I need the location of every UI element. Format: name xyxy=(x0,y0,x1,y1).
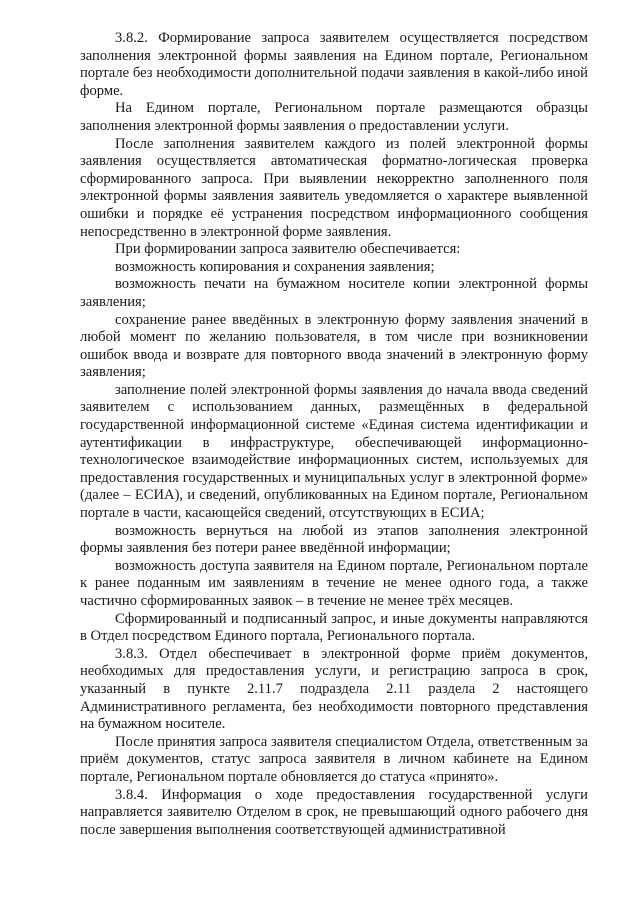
paragraph-provided-intro: При формировании запроса заявителю обеспечивается: xyxy=(115,241,461,258)
list-item-copy-save: возможность копирования и сохранения заявления; xyxy=(115,258,435,275)
document-body xyxy=(80,30,588,839)
paragraph-3-8-3: 3.8.3. Отдел обеспечивает в электронной форме приём документов, необходимых для предоставления услуги, и регистрацию запроса в срок, указанный в пункте 2.11.7 подраздела 2.11 раздела 2 настоящего Административного регламента, без необходимости повторного представления на бумажном носителе. xyxy=(80,645,588,733)
list-item-access-history: возможность доступа заявителя на Едином портале, Региональном портале к ранее поданным им заявлениям в течение не менее одного года, а также частично сформированных заявок – в течение не менее трёх месяцев. xyxy=(80,557,588,609)
paragraph-status-accepted: После принятия запроса заявителя специалистом Отдела, ответственным за приём документов, статус запроса заявителя в личном кабинете на Едином портале, Региональном портале обновляется до статуса «принято». xyxy=(80,733,588,785)
list-item-print: возможность печати на бумажном носителе копии электронной формы заявления; xyxy=(80,276,588,310)
paragraph-signed-request: Сформированный и подписанный запрос, и иные документы направляются в Отдел посредством Единого портала, Регионального портала. xyxy=(80,610,588,645)
paragraph-3-8-4: 3.8.4. Информация о ходе предоставления государственной услуги направляется заявителю Отделом в срок, не превышающий одного рабочего дня после завершения выполнения соответствующей административной xyxy=(80,786,588,838)
list-item-prefill-esia: заполнение полей электронной формы заявления до начала ввода сведений заявителем с использованием данных, размещённых в федеральной государственной информационной системе «Единая система идентификации и аутентификации в инфраструктуре, обеспечивающей информационно-технологическое взаимодействие информационных систем, используемых для предоставления государственных и муниципальных услуг в электронной форме» (далее – ЕСИА), и сведений, опубликованных на Едином портале, Региональном портале в части, касающейся сведений, отсутствующих в ЕСИА; xyxy=(80,381,588,522)
list-item-return-steps: возможность вернуться на любой из этапов заполнения электронной формы заявления без потери ранее введённой информации; xyxy=(80,522,588,557)
paragraph-format-check: После заполнения заявителем каждого из полей электронной формы заявления осуществляется автоматическая форматно-логическая проверка сформированного запроса. При выявлении некорректно заполненного поля электронной формы заявления заявитель уведомляется о характере выявленной ошибки и порядке её устранения посредством информационного сообщения непосредственно в электронной форме заявления. xyxy=(80,135,588,240)
list-item-preserve-values: сохранение ранее введённых в электронную форму заявления значений в любой момент по желанию пользователя, в том числе при возникновении ошибок ввода и возврате для повторного ввода значений в электронную форму заявления; xyxy=(80,311,588,381)
paragraph-samples: На Едином портале, Региональном портале размещаются образцы заполнения электронной формы заявления о предоставлении услуги. xyxy=(80,100,588,134)
paragraph-3-8-2: 3.8.2. Формирование запроса заявителем осуществляется посредством заполнения электронной формы заявления на Едином портале, Региональном портале без необходимости дополнительной подачи заявления в какой-либо иной форме. xyxy=(80,30,588,99)
